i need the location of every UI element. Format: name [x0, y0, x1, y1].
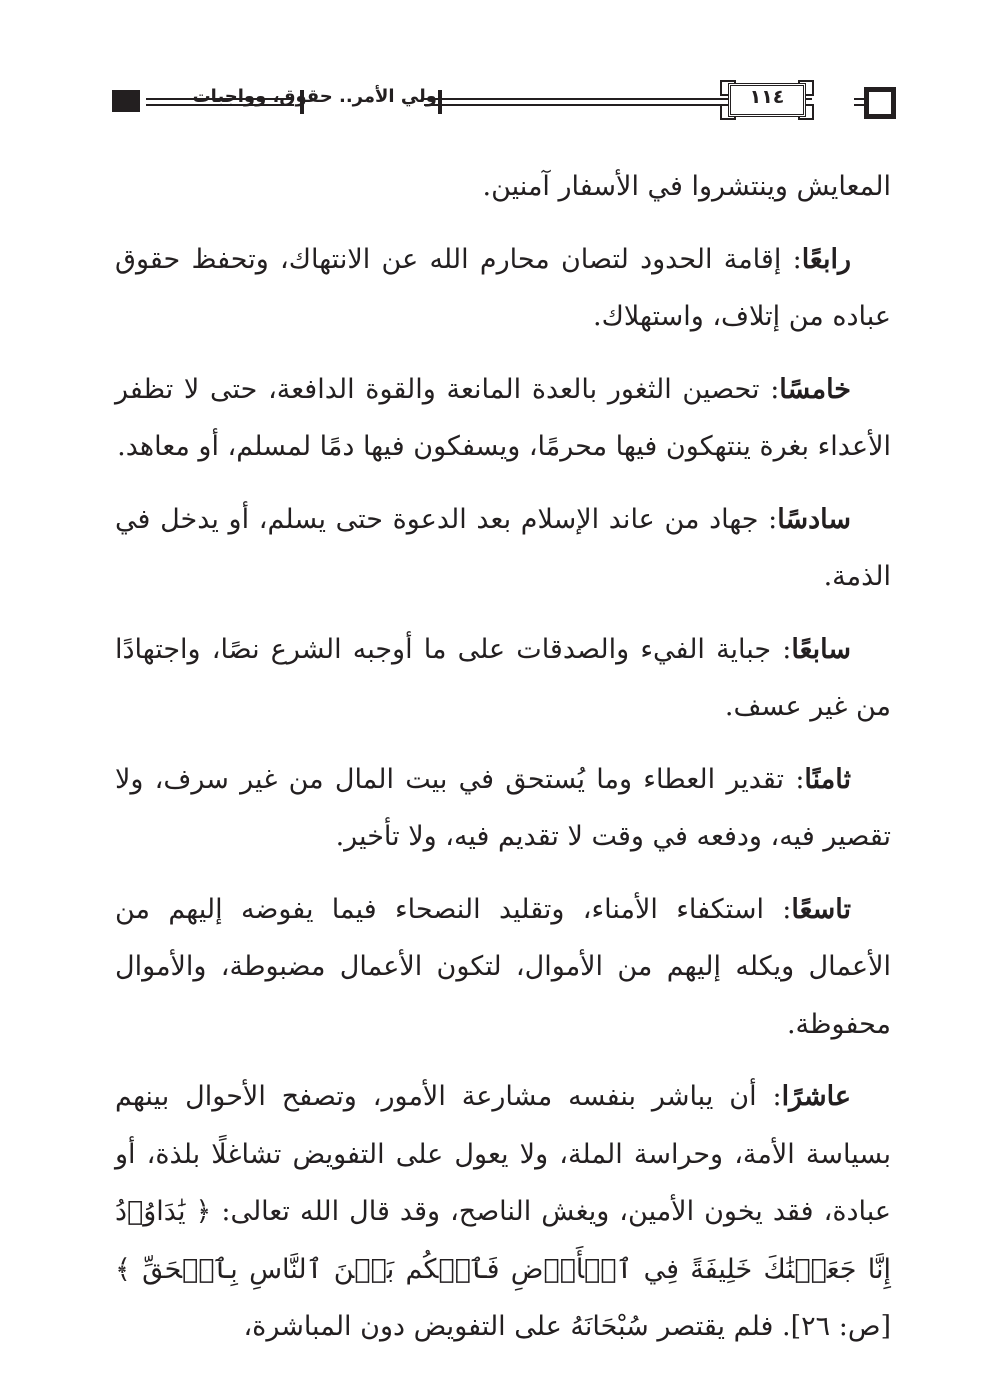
paragraph-text: : إقامة الحدود لتصان محارم الله عن الانتهاك، وتحفظ حقوق عباده من إتلاف، واستهلاك. [115, 243, 891, 332]
item-heading: خامسًا [779, 373, 851, 405]
paragraph-item-8 [115, 751, 891, 866]
item-heading: سادسًا [777, 503, 851, 535]
page-number: ١١٤ [749, 86, 785, 108]
item-heading: سابعًا [791, 633, 851, 665]
paragraph-text: المعايش وينتشروا في الأسفار آمنين. [482, 171, 891, 202]
item-heading: ثامنًا [804, 763, 851, 795]
paragraph-text: : استكفاء الأمناء، وتقليد النصحاء فيما يفوضه إليهم من الأعمال ويكله إليهم من الأموال، لتكون الأعمال مضبوطة، والأموال محفوظة. [115, 893, 891, 1040]
paragraph-text-tail: فلم يقتصر سُبْحَانَهُ على التفويض دون المباشرة، [243, 1311, 774, 1342]
running-header [112, 80, 892, 124]
paragraph-text: : تحصين الثغور بالعدة المانعة والقوة الدافعة، حتى لا تظفر الأعداء بغرة ينتهكون فيها محرمًا، ويسفكون فيها دمًا لمسلم، أو معاهد. [115, 373, 891, 462]
header-solid-square-ornament [112, 90, 140, 112]
paragraph-item-4 [115, 231, 891, 346]
paragraph-text: : جهاد من عاند الإسلام بعد الدعوة حتى يسلم، أو يدخل في الذمة. [115, 503, 891, 592]
paragraph-item-10 [115, 1068, 891, 1356]
item-heading: تاسعًا [791, 893, 851, 925]
item-heading: عاشرًا [781, 1081, 851, 1112]
paragraph-text: : تقدير العطاء وما يُستحق في بيت المال من غير سرف، ولا تقصير فيه، ودفعه في وقت لا تقديم فيه، ولا تأخير. [115, 763, 891, 852]
paragraph-continuation [115, 158, 891, 216]
paragraph-item-6 [115, 491, 891, 606]
paragraph-item-5 [115, 361, 891, 476]
page-number-frame [718, 80, 816, 120]
paragraph-item-9 [115, 881, 891, 1054]
page-body [115, 158, 891, 1371]
running-title: ولي الأمر.. حقوق، وواجبات [192, 86, 437, 107]
quran-verse: ﴿ يَٰدَاوُۥدُ إِنَّا جَعَلۡنَٰكَ خَلِيفَةً فِي ٱلۡأَرۡضِ فَٱحۡكُم بَيۡنَ ٱلنَّاسِ بِٱلۡحَقِّ ﴾ [115, 1196, 891, 1285]
paragraph-text: : أن يباشر بنفسه مشارعة الأمور، وتصفح الأحوال بينهم بسياسة الأمة، وحراسة الملة، ولا يعول على التفويض تشاغلًا بلذة، أو عبادة، فقد يخون الأمين، ويغش الناصح، وقد قال الله تعالى: [115, 1081, 891, 1227]
paragraph-item-7 [115, 621, 891, 736]
header-hollow-square-ornament [864, 87, 896, 119]
item-heading: رابعًا [801, 243, 851, 275]
paragraph-text: : جباية الفيء والصدقات على ما أوجبه الشرع نصًا، واجتهادًا من غير عسف. [115, 633, 891, 722]
verse-citation: [ص: ٢٦]. [773, 1311, 891, 1342]
